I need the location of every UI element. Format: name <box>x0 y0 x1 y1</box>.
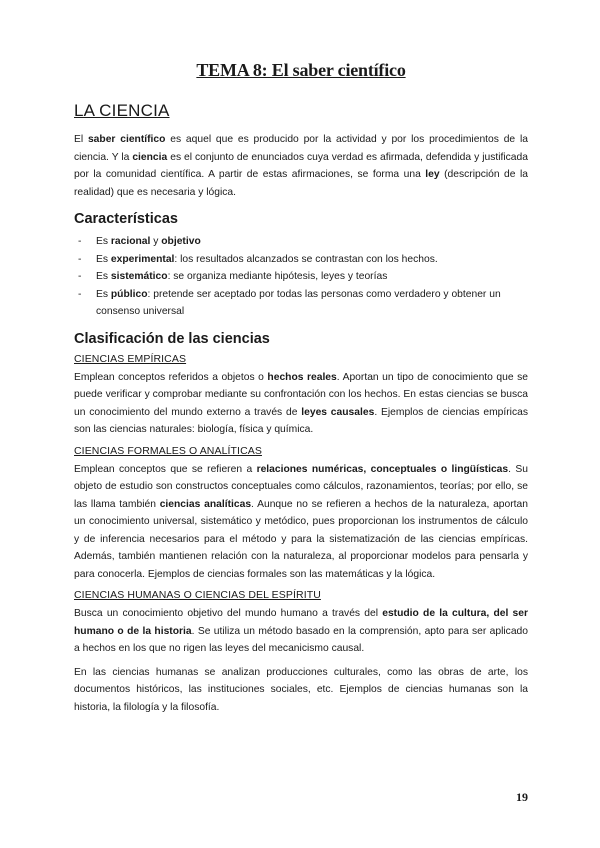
list-item: - Es racional y objetivo <box>74 233 528 251</box>
intro-paragraph: El saber científico es aquel que es producido por la actividad y por los procedimientos de la ciencia. Y la ciencia es el conjunto de enunciados cuya verdad es afirmada, defendida y justificada por la comunidad científica. A partir de estas afirmaciones, se forma una ley (descripción de la realidad) que es necesaria y lógica. <box>74 134 528 198</box>
bullet-dash: - <box>78 288 82 300</box>
document-page <box>74 60 528 722</box>
bold-term: relaciones numéricas, conceptuales o lingüísticas <box>256 463 509 475</box>
humanas-paragraph-1: Busca un conocimiento objetivo del mundo humano a través del estudio de la cultura, del ser humano o de la historia. Se utiliza un método basado en la comprensión, apto para ser aplicado a hechos en los que no rigen las leyes del mecanicismo causal. <box>74 608 528 654</box>
bold-term: saber científico <box>87 134 166 145</box>
bold-term: racional <box>110 236 151 247</box>
caracteristicas-list <box>74 233 528 321</box>
list-item: - Es sistemático: se organiza mediante hipótesis, leyes y teorías <box>74 268 528 286</box>
humanas-heading: CIENCIAS HUMANAS O CIENCIAS DEL ESPÍRITU <box>74 589 321 601</box>
bold-term: sistemático <box>110 271 168 282</box>
section-heading: LA CIENCIA <box>74 101 170 120</box>
bold-term: leyes causales <box>301 406 375 418</box>
list-item: - Es público: pretende ser aceptado por todas las personas como verdadero y obtener un consenso universal <box>74 286 528 321</box>
bold-term: ciencias analíticas <box>159 498 252 510</box>
caracteristicas-heading: Características <box>74 211 178 227</box>
empiricas-paragraph: Emplean conceptos referidos a objetos o hechos reales. Aportan un tipo de conocimiento que se puede verificar y comprobar mediante su confrontación con los hechos. En estas ciencias se busca un conocimiento del mundo externo a través de leyes causales. Ejemplos de ciencias empíricas son las ciencias naturales: biología, física y química. <box>74 371 528 435</box>
formales-heading: CIENCIAS FORMALES O ANALÍTICAS <box>74 444 262 457</box>
page-number: 19 <box>516 790 528 804</box>
clasificacion-heading: Clasificación de las ciencias <box>74 330 270 347</box>
bold-term: público <box>110 288 148 300</box>
humanas-paragraph-2: En las ciencias humanas se analizan producciones culturales, como las obras de arte, los documentos históricos, las instituciones sociales, etc. Ejemplos de ciencias humanas son la historia, la filología y la filosofía. <box>74 666 528 713</box>
list-item: - Es experimental: los resultados alcanzados se contrastan con los hechos. <box>74 251 528 269</box>
bullet-dash: - <box>78 253 82 265</box>
bold-term: experimental <box>110 253 175 265</box>
formales-paragraph: Emplean conceptos que se refieren a relaciones numéricas, conceptuales o lingüísticas. Su objeto de estudio son constructos conceptuales como cálculos, razonamientos, teorías; por ello, se las llama también ciencias analíticas. Aunque no se refieren a hechos de la naturaleza, aportan un conocimiento universal, sistemático y metódico, pues proporcionan los instrumentos de cálculo y de inferencia necesarios para el método y para la sistematización de las ciencias empíricas. Además, también mantienen relación con la naturaleza, al proporcionar modelos para pensarla y para conocerla. Ejemplos de ciencias formales son las matemáticas y la lógica. <box>74 463 528 580</box>
bold-term: ley <box>425 169 440 180</box>
bullet-dash: - <box>78 236 82 247</box>
page-title: TEMA 8: El saber científico <box>196 60 406 80</box>
bullet-dash: - <box>78 271 82 282</box>
bold-term: ciencia <box>132 151 168 163</box>
bold-term: objetivo <box>161 236 201 247</box>
bold-term: estudio de la cultura, del ser humano o de la historia <box>74 608 528 637</box>
bold-term: hechos reales <box>267 371 337 383</box>
empiricas-heading: CIENCIAS EMPÍRICAS <box>74 352 187 365</box>
